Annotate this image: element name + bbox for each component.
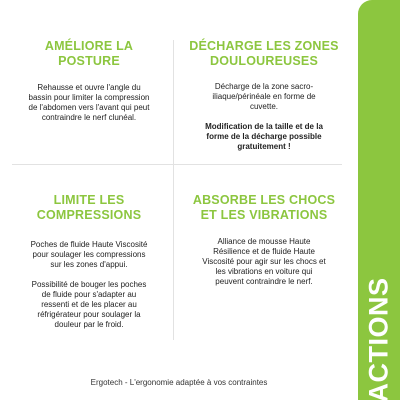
card-chocs bbox=[176, 193, 352, 287]
card-title: LIMITE LES COMPRESSIONS bbox=[36, 193, 142, 222]
card-posture bbox=[6, 39, 172, 123]
side-title: ACTIONS bbox=[363, 277, 394, 403]
card-body: Alliance de mousse Haute Résilience et de fluide Haute Viscosité pour agir sur les chocs et les vibrations en voiture qui peuvent contraindre le nerf. bbox=[202, 237, 326, 286]
card-compressions bbox=[6, 193, 172, 330]
card-title: AMÉLIORE LA POSTURE bbox=[44, 39, 134, 68]
card-note: Modification de la taille et de la forme de la décharge possible gratuitement ! bbox=[205, 122, 323, 151]
card-title: ABSORBE LES CHOCS ET LES VIBRATIONS bbox=[192, 193, 336, 222]
card-body: Rehausse et ouvre l'angle du bassin pour limiter la compression de l'abdomen vers l'avant qui peut contraindre le nerf clunéal. bbox=[28, 83, 150, 122]
actions-side-band bbox=[358, 0, 400, 403]
card-body-secondary: Possibilité de bouger les poches de fluide pour s'adapter au ressenti et de les placer au réfrigérateur pour soulager la douleur par le froid. bbox=[31, 280, 147, 329]
card-body: Poches de fluide Haute Viscosité pour soulager les compressions sur les zones d'appui. bbox=[30, 240, 148, 269]
footer-tagline: Ergotech - L'ergonomie adaptée à vos contraintes bbox=[90, 378, 268, 387]
card-title: DÉCHARGE LES ZONES DOULOUREUSES bbox=[189, 39, 339, 68]
horizontal-divider bbox=[12, 164, 342, 165]
vertical-divider bbox=[173, 40, 174, 340]
card-decharge bbox=[176, 39, 352, 152]
card-body: Décharge de la zone sacro- iliaque/périnéale en forme de cuvette. bbox=[212, 82, 316, 111]
